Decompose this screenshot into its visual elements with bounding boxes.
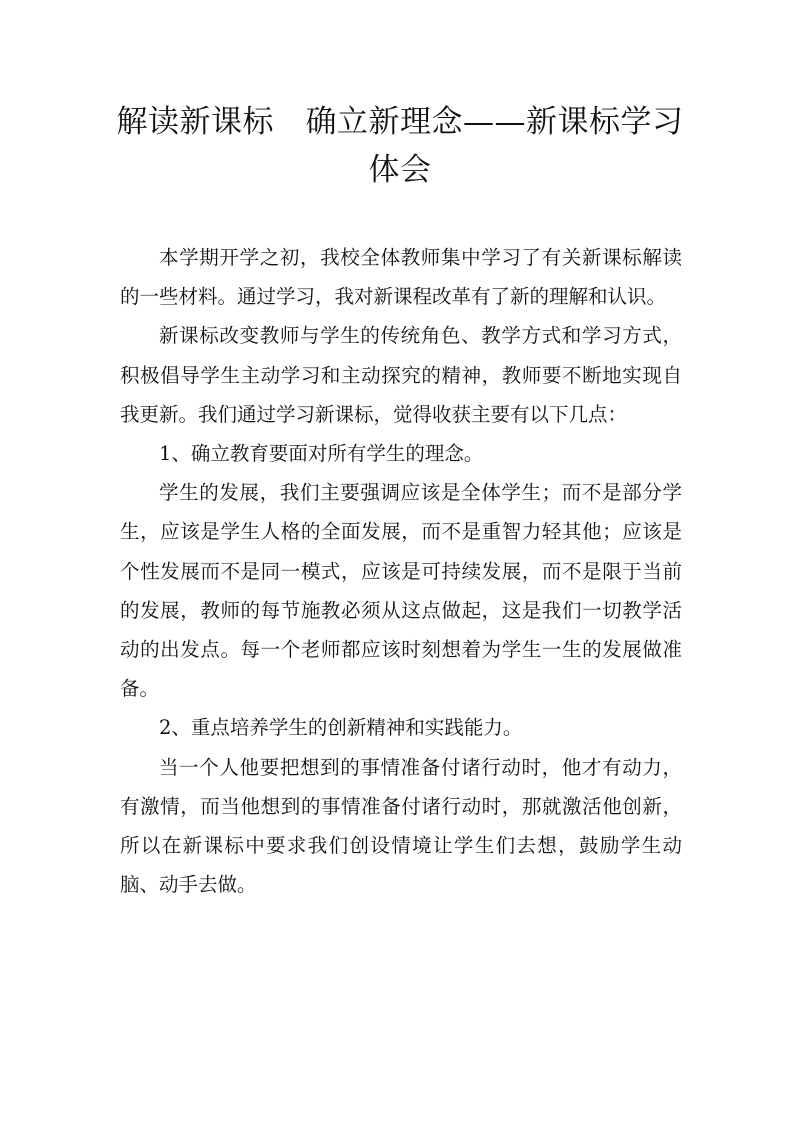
paragraph-point-1-heading: 1、确立教育要面对所有学生的理念。	[159, 442, 484, 466]
paragraph-point-2-body: 当一个人他要把想到的事情准备付诸行动时，他才有动力，有激情，而当他想到的事情准备付诸行动时，那就激活他创新，所以在新课标中要求我们创设情境让学生们去想，鼓励学生动脑、动手去做。	[120, 755, 682, 897]
paragraph-intro: 本学期开学之初，我校全体教师集中学习了有关新课标解读的一些材料。通过学习，我对新课程改革有了新的理解和认识。	[120, 246, 682, 309]
paragraph-point-2-heading: 2、重点培养学生的创新精神和实践能力。	[159, 716, 523, 740]
document-body	[120, 238, 682, 904]
paragraph-point-1-body: 学生的发展，我们主要强调应该是全体学生；而不是部分学生，应该是学生人格的全面发展，而不是重智力轻其他；应该是个性发展而不是同一模式，应该是可持续发展，而不是限于当前的发展，教师的每节施教必须从这点做起，这是我们一切教学活动的出发点。每一个老师都应该时刻想着为学生一生的发展做准备。	[120, 481, 682, 701]
document-title: 解读新课标 确立新理念——新课标学习体会	[116, 104, 684, 188]
paragraph-overview: 新课标改变教师与学生的传统角色、教学方式和学习方式，积极倡导学生主动学习和主动探究的精神，教师要不断地实现自我更新。我们通过学习新课标，觉得收获主要有以下几点：	[120, 324, 682, 426]
